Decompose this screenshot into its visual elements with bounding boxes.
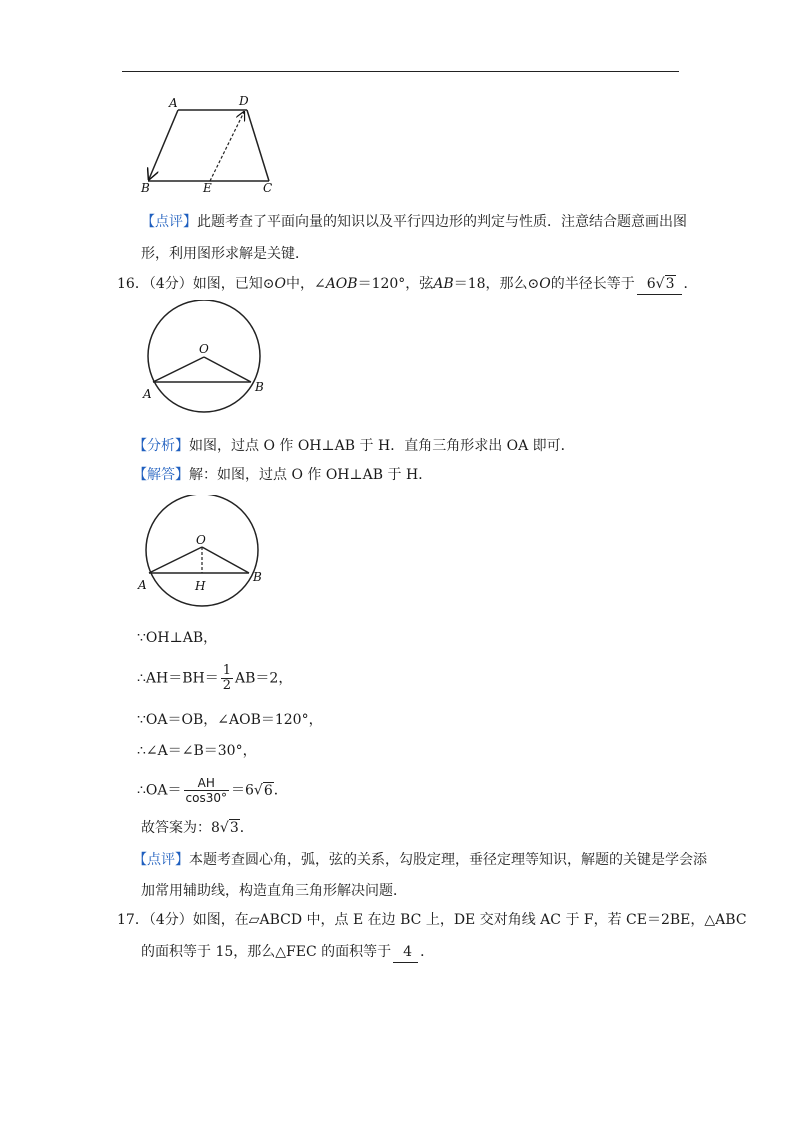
step-5: ∴OA＝ $\frac{AH}{\cos 30^\circ}$ ＝6√6．	[137, 776, 288, 805]
segment-ob	[204, 357, 251, 382]
step-3: ∵OA＝OB，∠AOB＝120°，	[137, 712, 323, 728]
solution-line: 【解答】解：如图，过点 O 作 OH⊥AB 于 H．	[133, 467, 433, 483]
segment-oa	[149, 547, 202, 573]
analysis-tag: 【分析】	[133, 438, 189, 454]
label-o: O	[196, 533, 206, 547]
question-17-line-2: 的面积等于 15，那么△FEC 的面积等于 4 ．	[141, 942, 434, 963]
review-tag: 【点评】	[133, 852, 189, 868]
answer-blank-16: 6√3	[637, 274, 682, 295]
segment-ob	[202, 547, 249, 573]
label-a: A	[169, 96, 178, 110]
step-2: ∴AH＝BH＝ $\frac{1}{2}$ AB＝2，	[137, 663, 293, 693]
step-1: ∵OH⊥AB，	[137, 630, 218, 646]
circle-o	[148, 300, 260, 412]
label-d: D	[239, 94, 249, 108]
label-b: B	[255, 380, 264, 394]
question-17-line-1: 17．（4分）如图，在▱ABCD 中，点 E 在边 BC 上，DE 交对角线 AC 于 F，若 CE＝2BE，△ABC	[117, 912, 747, 928]
question-16: 16．（4分）如图，已知⊙O中，∠AOB＝120°，弦AB＝18，那么⊙O的半径长等于 6√3 ．	[117, 274, 698, 295]
vector-ed	[210, 112, 244, 181]
label-a: A	[143, 387, 152, 401]
review-tag: 【点评】	[141, 214, 197, 230]
header-rule	[122, 71, 679, 72]
label-c: C	[263, 181, 273, 195]
label-b: B	[141, 181, 150, 195]
figure-vector-trapezoid	[135, 92, 285, 198]
review-1-line-1: 【点评】此题考查了平面向量的知识以及平行四边形的判定与性质．注意结合题意画出图	[141, 214, 687, 230]
label-e: E	[203, 181, 212, 195]
review-2-line-2: 加常用辅助线，构造直角三角形解决问题．	[141, 883, 407, 899]
figure-circle-chord	[135, 300, 275, 418]
label-h: H	[195, 579, 206, 593]
label-b: B	[253, 570, 262, 584]
segment-oa	[153, 357, 204, 382]
answer-16-line: 故答案为：8√3．	[141, 820, 254, 836]
review-1-line-2: 形，利用图形求解是关键．	[141, 246, 309, 262]
segment-dc	[247, 110, 269, 181]
analysis-line: 【分析】如图，过点 O 作 OH⊥AB 于 H．直角三角形求出 OA 即可．	[133, 438, 575, 454]
label-o: O	[199, 342, 209, 356]
label-a: A	[138, 578, 147, 592]
review-2-line-1: 【点评】本题考查圆心角，弧，弦的关系，勾股定理，垂径定理等知识，解题的关键是学会添	[133, 852, 707, 868]
vector-ab	[149, 110, 178, 179]
figure-circle-altitude	[133, 495, 273, 613]
answer-blank-17: 4	[393, 942, 418, 963]
solution-tag: 【解答】	[133, 467, 189, 483]
step-4: ∴∠A＝∠B＝30°，	[137, 743, 257, 759]
